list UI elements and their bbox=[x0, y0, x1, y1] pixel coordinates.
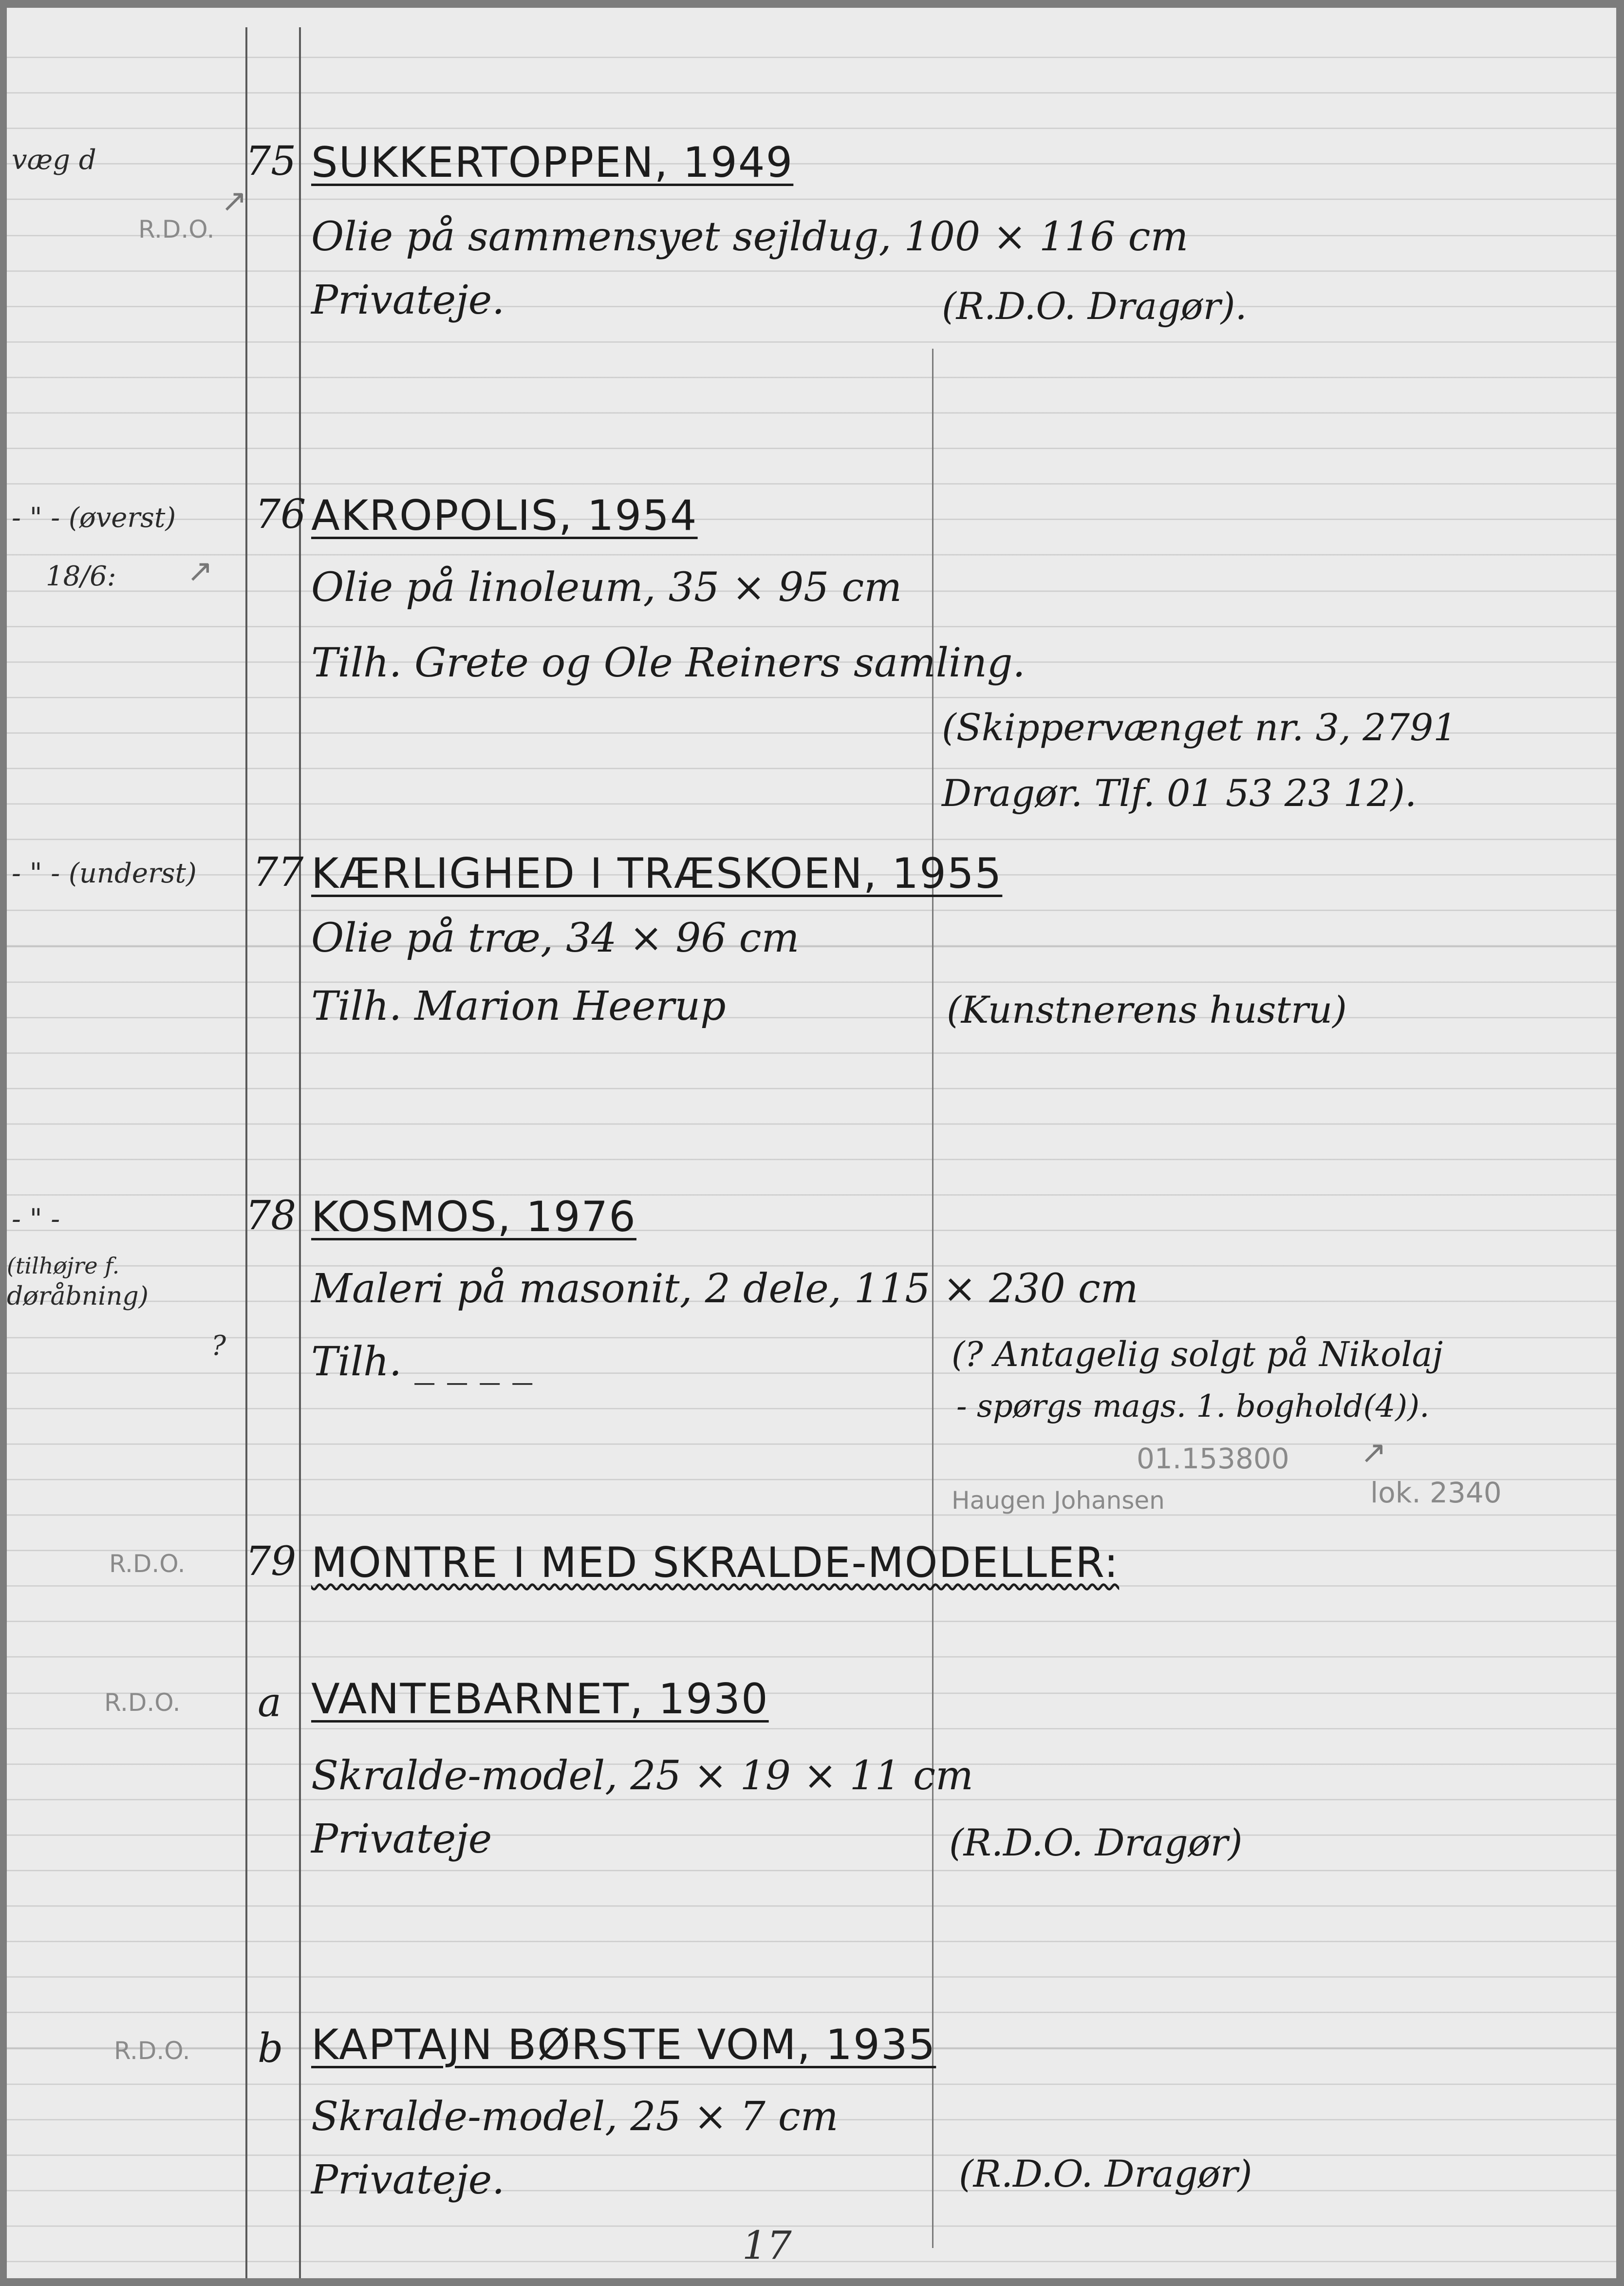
entry-number-a: a bbox=[258, 1680, 281, 1726]
entry-title-a: VANTEBARNET, 1930 bbox=[311, 1675, 769, 1724]
margin-note-75: væg d bbox=[12, 144, 96, 176]
entry-note-78-2: - spørgs mags. 1. boghold(4)). bbox=[956, 1388, 1430, 1424]
pencil-lok-78: lok. 2340 bbox=[1370, 1476, 1502, 1509]
entry-number-b: b bbox=[258, 2025, 283, 2072]
entry-note-76-address: (Skippervænget nr. 3, 2791 bbox=[942, 706, 1457, 749]
entry-number-77: 77 bbox=[253, 849, 304, 896]
margin-date-76: 18/6: bbox=[46, 561, 116, 592]
margin-note-76: - " - (øverst) bbox=[12, 502, 176, 534]
page-number: 17 bbox=[742, 2223, 792, 2268]
arrow-78: ↗ bbox=[1361, 1435, 1387, 1471]
margin-note-78: - " - bbox=[12, 1203, 60, 1235]
margin-note-78-sub2: døråbning) bbox=[7, 1282, 149, 1311]
margin-rdo-b: R.D.O. bbox=[114, 2037, 190, 2065]
margin-question-78: ? bbox=[211, 1330, 226, 1362]
entry-title-b: KAPTAJN BØRSTE VOM, 1935 bbox=[311, 2021, 936, 2069]
entry-note-77: (Kunstnerens hustru) bbox=[947, 988, 1347, 1031]
entry-owner-76: Tilh. Grete og Ole Reiners samling. bbox=[311, 640, 1026, 686]
entry-medium-a: Skralde-model, 25 × 19 × 11 cm bbox=[311, 1753, 973, 1799]
entry-number-78: 78 bbox=[245, 1193, 297, 1239]
entry-title-78: KOSMOS, 1976 bbox=[311, 1193, 636, 1241]
margin-note-77: - " - (underst) bbox=[12, 858, 197, 889]
entry-owner-77: Tilh. Marion Heerup bbox=[311, 983, 726, 1030]
entry-medium-78: Maleri på masonit, 2 dele, 115 × 230 cm bbox=[311, 1266, 1139, 1312]
entry-owner-b: Privateje. bbox=[311, 2157, 505, 2203]
margin-rdo-a: R.D.O. bbox=[104, 1688, 181, 1717]
arrow-75: ↗ bbox=[221, 183, 247, 219]
entry-note-b: (R.D.O. Dragør) bbox=[959, 2152, 1252, 2195]
document-page bbox=[7, 8, 1616, 2278]
margin-rdo-75: R.D.O. bbox=[138, 215, 215, 244]
margin-rule-left bbox=[245, 27, 247, 2278]
entry-number-79: 79 bbox=[245, 1538, 297, 1585]
margin-rdo-79: R.D.O. bbox=[109, 1550, 186, 1578]
entry-title-77: KÆRLIGHED I TRÆSKOEN, 1955 bbox=[311, 849, 1003, 898]
entry-owner-78: Tilh. _ _ _ _ bbox=[311, 1339, 533, 1385]
entry-medium-77: Olie på træ, 34 × 96 cm bbox=[311, 915, 800, 961]
entry-note-76-phone: Dragør. Tlf. 01 53 23 12). bbox=[942, 771, 1417, 815]
margin-note-78-sub1: (tilhøjre f. bbox=[7, 1253, 120, 1279]
entry-title-76: AKROPOLIS, 1954 bbox=[311, 491, 698, 540]
entry-title-79: MONTRE I MED SKRALDE-MODELLER: bbox=[311, 1538, 1120, 1587]
entry-title-75: SUKKERTOPPEN, 1949 bbox=[311, 138, 794, 187]
entry-owner-a: Privateje bbox=[311, 1816, 492, 1862]
entry-owner-75: Privateje. bbox=[311, 277, 505, 323]
entry-note-75: (R.D.O. Dragør). bbox=[942, 284, 1247, 328]
pencil-name-78: Haugen Johansen bbox=[952, 1486, 1165, 1515]
entry-number-75: 75 bbox=[245, 138, 297, 185]
entry-note-78-1: (? Antagelig solgt på Nikolaj bbox=[952, 1334, 1443, 1374]
margin-rule-right bbox=[299, 27, 301, 2278]
entry-medium-75: Olie på sammensyet sejldug, 100 × 116 cm bbox=[311, 214, 1189, 260]
entry-note-a: (R.D.O. Dragør) bbox=[949, 1821, 1243, 1864]
pencil-phone-78: 01.153800 bbox=[1137, 1442, 1289, 1475]
arrow-76: ↗ bbox=[187, 553, 213, 589]
entry-medium-76: Olie på linoleum, 35 × 95 cm bbox=[311, 564, 902, 611]
entry-number-76: 76 bbox=[255, 491, 306, 538]
entry-medium-b: Skralde-model, 25 × 7 cm bbox=[311, 2094, 839, 2140]
